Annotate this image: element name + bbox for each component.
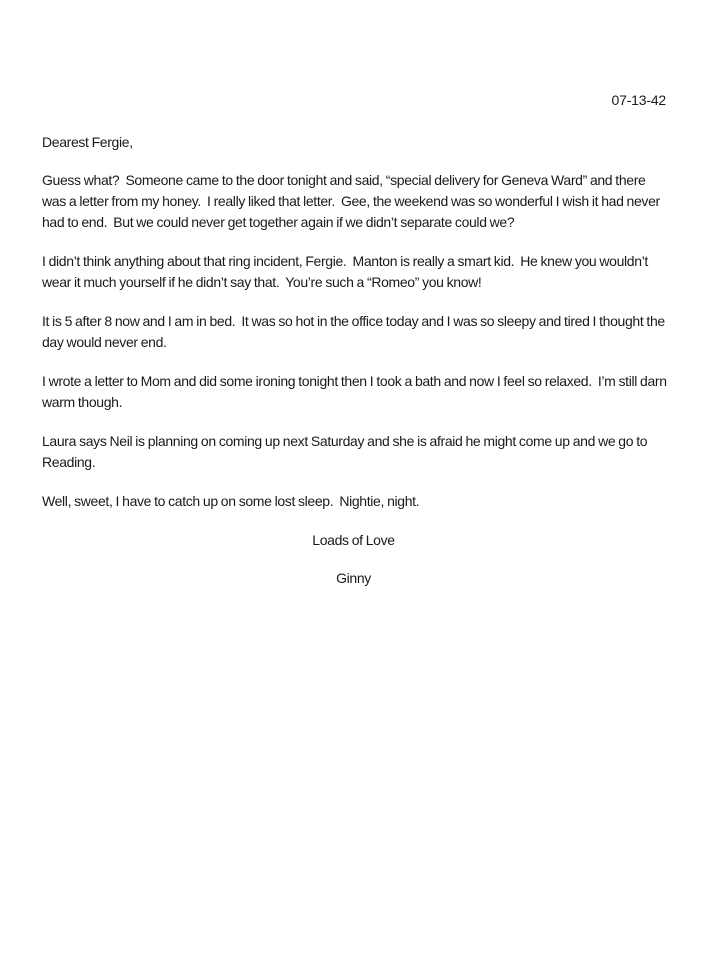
letter-date: 07-13-42: [611, 92, 666, 108]
closing: Loads of Love: [312, 532, 395, 548]
letter-body: [42, 132, 672, 589]
signature: Ginny: [336, 570, 371, 586]
salutation: Dearest Fergie,: [42, 134, 133, 150]
paragraph-5: Laura says Neil is planning on coming up next Saturday and she is afraid he might come up and we go to Reading.: [42, 433, 651, 470]
paragraph-1: Guess what? Someone came to the door tonight and said, “special delivery for Geneva Ward” and there was a letter from my honey. I really liked that letter. Gee, the weekend was so wonderful I wish it had never had to end. But we could never get together again if we didn’t separate could we?: [42, 172, 663, 230]
paragraph-3: It is 5 after 8 now and I am in bed. It was so hot in the office today and I was so sleepy and tired I thought the day would never end.: [42, 313, 668, 350]
paragraph-2: I didn’t think anything about that ring incident, Fergie. Manton is really a smart kid. He knew you wouldn’t wear it much yourself if he didn’t say that. You’re such a “Romeo” you know!: [42, 253, 651, 290]
paragraph-4: I wrote a letter to Mom and did some ironing tonight then I took a bath and now I feel so relaxed. I’m still darn warm though.: [42, 373, 670, 410]
paragraph-6: Well, sweet, I have to catch up on some lost sleep. Nightie, night.: [42, 493, 420, 509]
